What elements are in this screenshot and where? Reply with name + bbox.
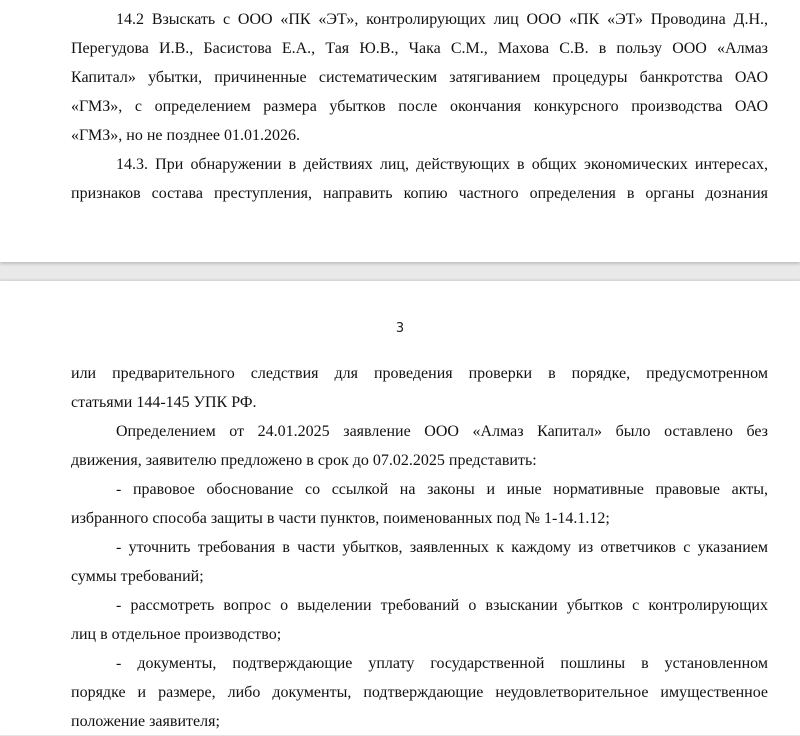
paragraph-ruling (71, 417, 768, 475)
text-line: признаков состава преступления, направить копию частного определения в органы дознания (71, 185, 768, 202)
document-page-3 (0, 281, 800, 735)
page-number: 3 (395, 321, 405, 336)
text-line: избранного способа защиты в части пунктов, поименованных под № 1-14.1.12; (71, 510, 610, 527)
text-line: положение заявителя; (71, 713, 220, 730)
text-line: «ГМЗ», но не позднее 01.01.2026. (71, 127, 301, 144)
text-line: статьями 144-145 УПК РФ. (71, 394, 257, 411)
text-line: или предварительного следствия для проведения проверки в порядке, предусмотренном (71, 365, 768, 382)
paragraph-continuation (71, 359, 768, 417)
text-line: движения, заявителю предложено в срок до 07.02.2025 представить: (71, 452, 537, 469)
list-item-clarify-claims (71, 533, 768, 591)
text-line: «ГМЗ», с определением размера убытков после окончания конкурсного производства ОАО (71, 98, 768, 115)
list-item-separate-proceedings (71, 591, 768, 649)
text-line: - правовое обоснование со ссылкой на законы и иные нормативные правовые акты, (116, 481, 768, 498)
text-line: лиц в отдельное производство; (71, 626, 282, 643)
list-item-state-fee-documents (71, 649, 768, 736)
paragraph-14-3 (71, 150, 768, 208)
page-text-block (71, 5, 768, 208)
document-page-2-bottom (0, 0, 800, 262)
text-line: Капитал» убытки, причиненные систематическим затягиванием процедуры банкротства ОАО (71, 69, 768, 86)
text-line: - документы, подтверждающие уплату государственной пошлины в установленном (116, 655, 768, 672)
text-line: Перегудова И.В., Басистова Е.А., Тая Ю.В., Чака С.М., Махова С.В. в пользу ООО «Алмаз (71, 40, 768, 57)
text-line: - рассмотреть вопрос о выделении требований о взыскании убытков с контролирующих (116, 597, 768, 614)
text-line: 14.2 Взыскать с ООО «ПК «ЭТ», контролирующих лиц ООО «ПК «ЭТ» Проводина Д.Н., (116, 11, 768, 28)
paragraph-14-2 (71, 5, 768, 150)
text-line: суммы требований; (71, 568, 204, 585)
list-item-legal-basis (71, 475, 768, 533)
text-line: - уточнить требования в части убытков, заявленных к каждому из ответчиков с указанием (116, 539, 768, 556)
page-text-block (71, 359, 768, 736)
text-line: порядке и размере, либо документы, подтверждающие неудовлетворительное имущественное (71, 684, 768, 701)
text-line: Определением от 24.01.2025 заявление ООО «Алмаз Капитал» было оставлено без (116, 423, 768, 440)
text-line: 14.3. При обнаружении в действиях лиц, действующих в общих экономических интересах, (116, 156, 768, 173)
